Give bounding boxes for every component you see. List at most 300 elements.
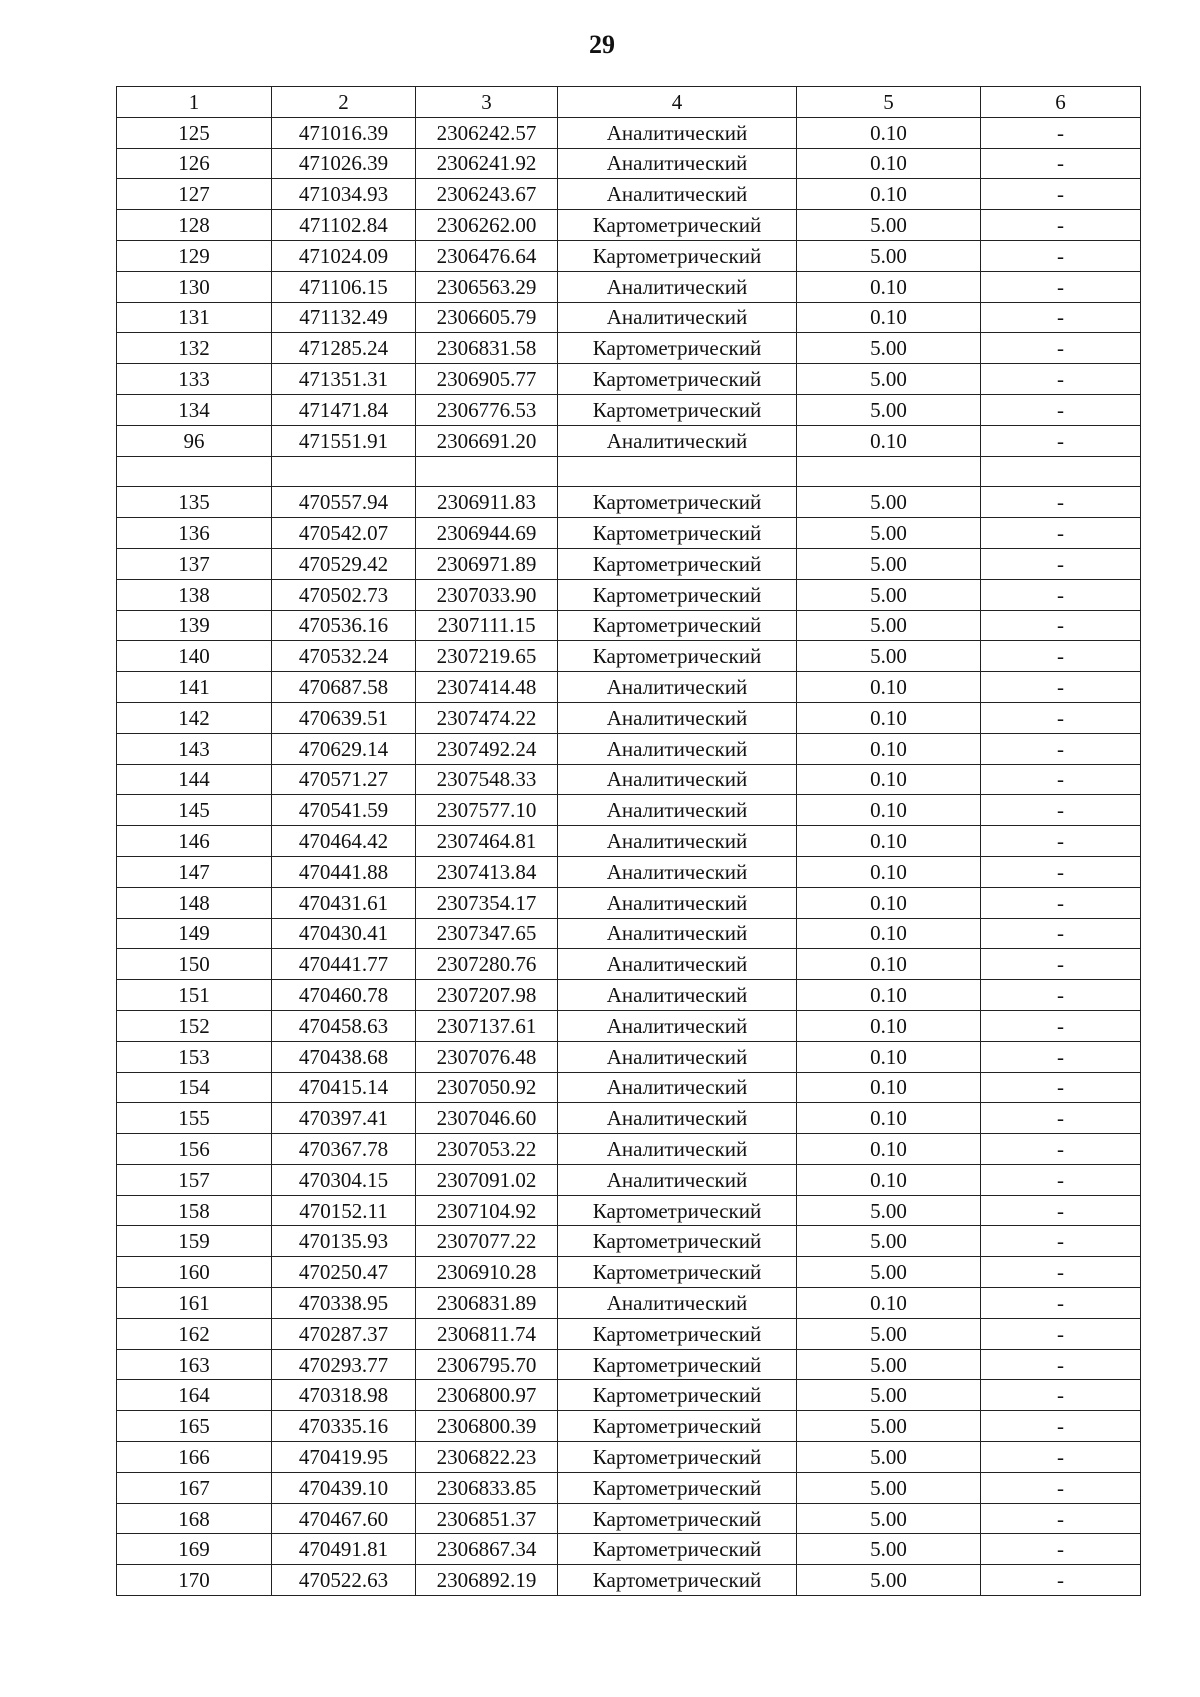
accuracy-cell: 5.00 [797, 518, 981, 549]
point-number-cell: 138 [117, 579, 272, 610]
point-number-cell: 150 [117, 949, 272, 980]
y-coordinate-cell: 2307053.22 [416, 1134, 558, 1165]
accuracy-cell: 5.00 [797, 641, 981, 672]
table-row [117, 1565, 1141, 1596]
method-cell: Аналитический [558, 1134, 797, 1165]
note-cell: - [981, 1103, 1141, 1134]
accuracy-cell: 0.10 [797, 949, 981, 980]
method-cell: Картометрический [558, 1411, 797, 1442]
x-coordinate-cell: 470335.16 [272, 1411, 416, 1442]
method-cell: Картометрический [558, 333, 797, 364]
point-number-cell: 155 [117, 1103, 272, 1134]
table-body [117, 117, 1141, 1595]
column-header: 5 [797, 87, 981, 118]
point-number-cell: 137 [117, 548, 272, 579]
accuracy-cell: 0.10 [797, 425, 981, 456]
accuracy-cell: 5.00 [797, 1257, 981, 1288]
column-header: 2 [272, 87, 416, 118]
method-cell: Картометрический [558, 1380, 797, 1411]
table-row [117, 117, 1141, 148]
accuracy-cell: 5.00 [797, 579, 981, 610]
y-coordinate-cell: 2306911.83 [416, 487, 558, 518]
table-row [117, 179, 1141, 210]
accuracy-cell: 5.00 [797, 1380, 981, 1411]
note-cell: - [981, 980, 1141, 1011]
note-cell: - [981, 1318, 1141, 1349]
point-number-cell: 167 [117, 1472, 272, 1503]
method-cell: Аналитический [558, 117, 797, 148]
x-coordinate-cell: 470629.14 [272, 733, 416, 764]
point-number-cell: 136 [117, 518, 272, 549]
point-number-cell: 132 [117, 333, 272, 364]
accuracy-cell: 5.00 [797, 1442, 981, 1473]
y-coordinate-cell: 2306905.77 [416, 364, 558, 395]
accuracy-cell: 0.10 [797, 1010, 981, 1041]
table-row [117, 1257, 1141, 1288]
y-coordinate-cell: 2306776.53 [416, 394, 558, 425]
y-coordinate-cell: 2307050.92 [416, 1072, 558, 1103]
y-coordinate-cell: 2306691.20 [416, 425, 558, 456]
method-cell: Картометрический [558, 1534, 797, 1565]
accuracy-cell: 0.10 [797, 1134, 981, 1165]
x-coordinate-cell: 470441.88 [272, 856, 416, 887]
note-cell: - [981, 795, 1141, 826]
table-row [117, 518, 1141, 549]
accuracy-cell: 5.00 [797, 1503, 981, 1534]
point-number-cell: 125 [117, 117, 272, 148]
point-number-cell: 149 [117, 918, 272, 949]
point-number-cell: 156 [117, 1134, 272, 1165]
x-coordinate-cell: 470439.10 [272, 1472, 416, 1503]
point-number-cell: 159 [117, 1226, 272, 1257]
note-cell: - [981, 1442, 1141, 1473]
y-coordinate-cell: 2307219.65 [416, 641, 558, 672]
point-number-cell: 142 [117, 702, 272, 733]
note-cell: - [981, 1257, 1141, 1288]
note-cell: - [981, 271, 1141, 302]
method-cell [558, 456, 797, 487]
note-cell: - [981, 518, 1141, 549]
table-row [117, 856, 1141, 887]
y-coordinate-cell: 2306800.97 [416, 1380, 558, 1411]
accuracy-cell: 0.10 [797, 672, 981, 703]
method-cell: Картометрический [558, 487, 797, 518]
point-number-cell: 160 [117, 1257, 272, 1288]
x-coordinate-cell: 470338.95 [272, 1288, 416, 1319]
method-cell: Аналитический [558, 733, 797, 764]
table-row [117, 1288, 1141, 1319]
table-row [117, 333, 1141, 364]
point-number-cell: 154 [117, 1072, 272, 1103]
x-coordinate-cell: 470557.94 [272, 487, 416, 518]
point-number-cell: 158 [117, 1195, 272, 1226]
y-coordinate-cell [416, 456, 558, 487]
point-number-cell: 170 [117, 1565, 272, 1596]
y-coordinate-cell: 2306243.67 [416, 179, 558, 210]
point-number-cell: 146 [117, 826, 272, 857]
point-number-cell: 135 [117, 487, 272, 518]
table-row [117, 1349, 1141, 1380]
y-coordinate-cell: 2307464.81 [416, 826, 558, 857]
y-coordinate-cell: 2307033.90 [416, 579, 558, 610]
method-cell: Аналитический [558, 425, 797, 456]
point-number-cell: 144 [117, 764, 272, 795]
point-number-cell: 147 [117, 856, 272, 887]
point-number-cell: 96 [117, 425, 272, 456]
x-coordinate-cell: 470431.61 [272, 887, 416, 918]
coordinates-table [116, 86, 1141, 1596]
note-cell: - [981, 672, 1141, 703]
method-cell: Картометрический [558, 1226, 797, 1257]
table-row [117, 1010, 1141, 1041]
table-row [117, 240, 1141, 271]
column-header: 4 [558, 87, 797, 118]
point-number-cell: 133 [117, 364, 272, 395]
note-cell: - [981, 425, 1141, 456]
point-number-cell: 130 [117, 271, 272, 302]
note-cell: - [981, 333, 1141, 364]
y-coordinate-cell: 2306605.79 [416, 302, 558, 333]
point-number-cell: 141 [117, 672, 272, 703]
method-cell: Картометрический [558, 394, 797, 425]
y-coordinate-cell: 2306800.39 [416, 1411, 558, 1442]
accuracy-cell: 5.00 [797, 210, 981, 241]
accuracy-cell: 0.10 [797, 1072, 981, 1103]
note-cell: - [981, 579, 1141, 610]
note-cell: - [981, 1226, 1141, 1257]
point-number-cell: 148 [117, 887, 272, 918]
method-cell: Аналитический [558, 1072, 797, 1103]
x-coordinate-cell: 471106.15 [272, 271, 416, 302]
table-row [117, 1411, 1141, 1442]
note-cell: - [981, 302, 1141, 333]
y-coordinate-cell: 2306867.34 [416, 1534, 558, 1565]
x-coordinate-cell: 470536.16 [272, 610, 416, 641]
note-cell: - [981, 117, 1141, 148]
accuracy-cell: 0.10 [797, 148, 981, 179]
y-coordinate-cell: 2307548.33 [416, 764, 558, 795]
x-coordinate-cell: 470135.93 [272, 1226, 416, 1257]
note-cell: - [981, 1195, 1141, 1226]
x-coordinate-cell: 470639.51 [272, 702, 416, 733]
x-coordinate-cell: 471551.91 [272, 425, 416, 456]
method-cell: Аналитический [558, 1288, 797, 1319]
accuracy-cell: 0.10 [797, 1164, 981, 1195]
note-cell: - [981, 702, 1141, 733]
method-cell: Аналитический [558, 179, 797, 210]
method-cell: Аналитический [558, 856, 797, 887]
y-coordinate-cell: 2306831.58 [416, 333, 558, 364]
note-cell: - [981, 1041, 1141, 1072]
table-row [117, 1380, 1141, 1411]
method-cell: Аналитический [558, 672, 797, 703]
y-coordinate-cell: 2306476.64 [416, 240, 558, 271]
x-coordinate-cell: 471351.31 [272, 364, 416, 395]
table-row [117, 487, 1141, 518]
table-row [117, 887, 1141, 918]
y-coordinate-cell: 2307280.76 [416, 949, 558, 980]
y-coordinate-cell: 2307137.61 [416, 1010, 558, 1041]
accuracy-cell: 0.10 [797, 826, 981, 857]
y-coordinate-cell: 2306971.89 [416, 548, 558, 579]
accuracy-cell: 5.00 [797, 333, 981, 364]
method-cell: Картометрический [558, 364, 797, 395]
x-coordinate-cell: 470541.59 [272, 795, 416, 826]
note-cell: - [981, 887, 1141, 918]
y-coordinate-cell: 2307492.24 [416, 733, 558, 764]
note-cell: - [981, 210, 1141, 241]
method-cell: Картометрический [558, 1472, 797, 1503]
note-cell: - [981, 1534, 1141, 1565]
table-row [117, 795, 1141, 826]
y-coordinate-cell: 2306242.57 [416, 117, 558, 148]
note-cell: - [981, 641, 1141, 672]
method-cell: Картометрический [558, 548, 797, 579]
method-cell: Аналитический [558, 764, 797, 795]
y-coordinate-cell: 2306563.29 [416, 271, 558, 302]
accuracy-cell: 5.00 [797, 548, 981, 579]
table-row [117, 148, 1141, 179]
point-number-cell: 129 [117, 240, 272, 271]
accuracy-cell: 5.00 [797, 1226, 981, 1257]
note-cell: - [981, 918, 1141, 949]
x-coordinate-cell: 470287.37 [272, 1318, 416, 1349]
x-coordinate-cell: 470441.77 [272, 949, 416, 980]
method-cell: Картометрический [558, 1318, 797, 1349]
point-number-cell: 139 [117, 610, 272, 641]
x-coordinate-cell: 470293.77 [272, 1349, 416, 1380]
point-number-cell: 166 [117, 1442, 272, 1473]
note-cell: - [981, 148, 1141, 179]
point-number-cell: 153 [117, 1041, 272, 1072]
method-cell: Картометрический [558, 1565, 797, 1596]
point-number-cell: 169 [117, 1534, 272, 1565]
accuracy-cell: 0.10 [797, 1103, 981, 1134]
note-cell: - [981, 733, 1141, 764]
note-cell: - [981, 610, 1141, 641]
method-cell: Аналитический [558, 1041, 797, 1072]
table-row [117, 1164, 1141, 1195]
y-coordinate-cell: 2306822.23 [416, 1442, 558, 1473]
table-row [117, 672, 1141, 703]
x-coordinate-cell: 470467.60 [272, 1503, 416, 1534]
method-cell: Аналитический [558, 302, 797, 333]
column-header: 6 [981, 87, 1141, 118]
method-cell: Аналитический [558, 1010, 797, 1041]
table-row [117, 949, 1141, 980]
table-row [117, 1534, 1141, 1565]
x-coordinate-cell: 471471.84 [272, 394, 416, 425]
method-cell: Картометрический [558, 1257, 797, 1288]
y-coordinate-cell: 2307577.10 [416, 795, 558, 826]
x-coordinate-cell: 470542.07 [272, 518, 416, 549]
method-cell: Картометрический [558, 1503, 797, 1534]
note-cell: - [981, 1164, 1141, 1195]
table-row [117, 702, 1141, 733]
point-number-cell: 157 [117, 1164, 272, 1195]
y-coordinate-cell: 2307474.22 [416, 702, 558, 733]
accuracy-cell: 0.10 [797, 1041, 981, 1072]
y-coordinate-cell: 2307414.48 [416, 672, 558, 703]
table-row [117, 733, 1141, 764]
y-coordinate-cell: 2307076.48 [416, 1041, 558, 1072]
method-cell: Аналитический [558, 148, 797, 179]
x-coordinate-cell: 471034.93 [272, 179, 416, 210]
accuracy-cell: 5.00 [797, 1411, 981, 1442]
accuracy-cell [797, 456, 981, 487]
note-cell [981, 456, 1141, 487]
note-cell: - [981, 1380, 1141, 1411]
note-cell: - [981, 856, 1141, 887]
y-coordinate-cell: 2307046.60 [416, 1103, 558, 1134]
table-row [117, 1442, 1141, 1473]
x-coordinate-cell [272, 456, 416, 487]
table-row [117, 394, 1141, 425]
note-cell: - [981, 764, 1141, 795]
table-row [117, 1318, 1141, 1349]
point-number-cell: 127 [117, 179, 272, 210]
point-number-cell: 152 [117, 1010, 272, 1041]
x-coordinate-cell: 471285.24 [272, 333, 416, 364]
method-cell: Картометрический [558, 641, 797, 672]
accuracy-cell: 5.00 [797, 240, 981, 271]
table-row [117, 610, 1141, 641]
table-row [117, 1195, 1141, 1226]
note-cell: - [981, 1134, 1141, 1165]
note-cell: - [981, 1503, 1141, 1534]
accuracy-cell: 5.00 [797, 610, 981, 641]
table-row [117, 425, 1141, 456]
accuracy-cell: 0.10 [797, 1288, 981, 1319]
accuracy-cell: 0.10 [797, 702, 981, 733]
table-row [117, 456, 1141, 487]
y-coordinate-cell: 2307354.17 [416, 887, 558, 918]
table-row [117, 1134, 1141, 1165]
accuracy-cell: 5.00 [797, 1349, 981, 1380]
accuracy-cell: 5.00 [797, 1195, 981, 1226]
x-coordinate-cell: 470532.24 [272, 641, 416, 672]
method-cell: Картометрический [558, 1349, 797, 1380]
point-number-cell [117, 456, 272, 487]
point-number-cell: 140 [117, 641, 272, 672]
accuracy-cell: 0.10 [797, 856, 981, 887]
x-coordinate-cell: 470415.14 [272, 1072, 416, 1103]
method-cell: Картометрический [558, 518, 797, 549]
method-cell: Аналитический [558, 918, 797, 949]
accuracy-cell: 0.10 [797, 918, 981, 949]
method-cell: Картометрический [558, 240, 797, 271]
accuracy-cell: 0.10 [797, 887, 981, 918]
point-number-cell: 143 [117, 733, 272, 764]
method-cell: Картометрический [558, 1442, 797, 1473]
point-number-cell: 165 [117, 1411, 272, 1442]
point-number-cell: 163 [117, 1349, 272, 1380]
x-coordinate-cell: 470318.98 [272, 1380, 416, 1411]
accuracy-cell: 0.10 [797, 271, 981, 302]
accuracy-cell: 5.00 [797, 1318, 981, 1349]
x-coordinate-cell: 470367.78 [272, 1134, 416, 1165]
note-cell: - [981, 1411, 1141, 1442]
x-coordinate-cell: 470460.78 [272, 980, 416, 1011]
accuracy-cell: 0.10 [797, 179, 981, 210]
accuracy-cell: 5.00 [797, 1472, 981, 1503]
point-number-cell: 131 [117, 302, 272, 333]
x-coordinate-cell: 471024.09 [272, 240, 416, 271]
note-cell: - [981, 1010, 1141, 1041]
accuracy-cell: 5.00 [797, 364, 981, 395]
table-row [117, 302, 1141, 333]
note-cell: - [981, 487, 1141, 518]
method-cell: Аналитический [558, 980, 797, 1011]
table-row [117, 1503, 1141, 1534]
y-coordinate-cell: 2306811.74 [416, 1318, 558, 1349]
y-coordinate-cell: 2306851.37 [416, 1503, 558, 1534]
method-cell: Аналитический [558, 1103, 797, 1134]
y-coordinate-cell: 2307207.98 [416, 980, 558, 1011]
point-number-cell: 168 [117, 1503, 272, 1534]
method-cell: Аналитический [558, 949, 797, 980]
x-coordinate-cell: 471026.39 [272, 148, 416, 179]
note-cell: - [981, 1565, 1141, 1596]
y-coordinate-cell: 2306241.92 [416, 148, 558, 179]
x-coordinate-cell: 470304.15 [272, 1164, 416, 1195]
accuracy-cell: 5.00 [797, 394, 981, 425]
point-number-cell: 162 [117, 1318, 272, 1349]
note-cell: - [981, 394, 1141, 425]
method-cell: Аналитический [558, 1164, 797, 1195]
table-header-row [117, 87, 1141, 118]
point-number-cell: 128 [117, 210, 272, 241]
table-row [117, 364, 1141, 395]
x-coordinate-cell: 470250.47 [272, 1257, 416, 1288]
method-cell: Картометрический [558, 1195, 797, 1226]
column-header: 3 [416, 87, 558, 118]
x-coordinate-cell: 470491.81 [272, 1534, 416, 1565]
x-coordinate-cell: 470430.41 [272, 918, 416, 949]
note-cell: - [981, 826, 1141, 857]
y-coordinate-cell: 2306795.70 [416, 1349, 558, 1380]
point-number-cell: 161 [117, 1288, 272, 1319]
y-coordinate-cell: 2307413.84 [416, 856, 558, 887]
x-coordinate-cell: 470438.68 [272, 1041, 416, 1072]
note-cell: - [981, 949, 1141, 980]
x-coordinate-cell: 470502.73 [272, 579, 416, 610]
x-coordinate-cell: 470464.42 [272, 826, 416, 857]
y-coordinate-cell: 2307091.02 [416, 1164, 558, 1195]
method-cell: Аналитический [558, 795, 797, 826]
y-coordinate-cell: 2306892.19 [416, 1565, 558, 1596]
accuracy-cell: 0.10 [797, 795, 981, 826]
method-cell: Картометрический [558, 579, 797, 610]
note-cell: - [981, 1472, 1141, 1503]
point-number-cell: 126 [117, 148, 272, 179]
x-coordinate-cell: 470571.27 [272, 764, 416, 795]
x-coordinate-cell: 470458.63 [272, 1010, 416, 1041]
page-number: 29 [589, 30, 615, 59]
note-cell: - [981, 240, 1141, 271]
point-number-cell: 134 [117, 394, 272, 425]
y-coordinate-cell: 2306910.28 [416, 1257, 558, 1288]
accuracy-cell: 0.10 [797, 980, 981, 1011]
x-coordinate-cell: 470522.63 [272, 1565, 416, 1596]
table-row [117, 1072, 1141, 1103]
note-cell: - [981, 1288, 1141, 1319]
table-row [117, 579, 1141, 610]
y-coordinate-cell: 2306262.00 [416, 210, 558, 241]
point-number-cell: 145 [117, 795, 272, 826]
x-coordinate-cell: 470529.42 [272, 548, 416, 579]
x-coordinate-cell: 470397.41 [272, 1103, 416, 1134]
